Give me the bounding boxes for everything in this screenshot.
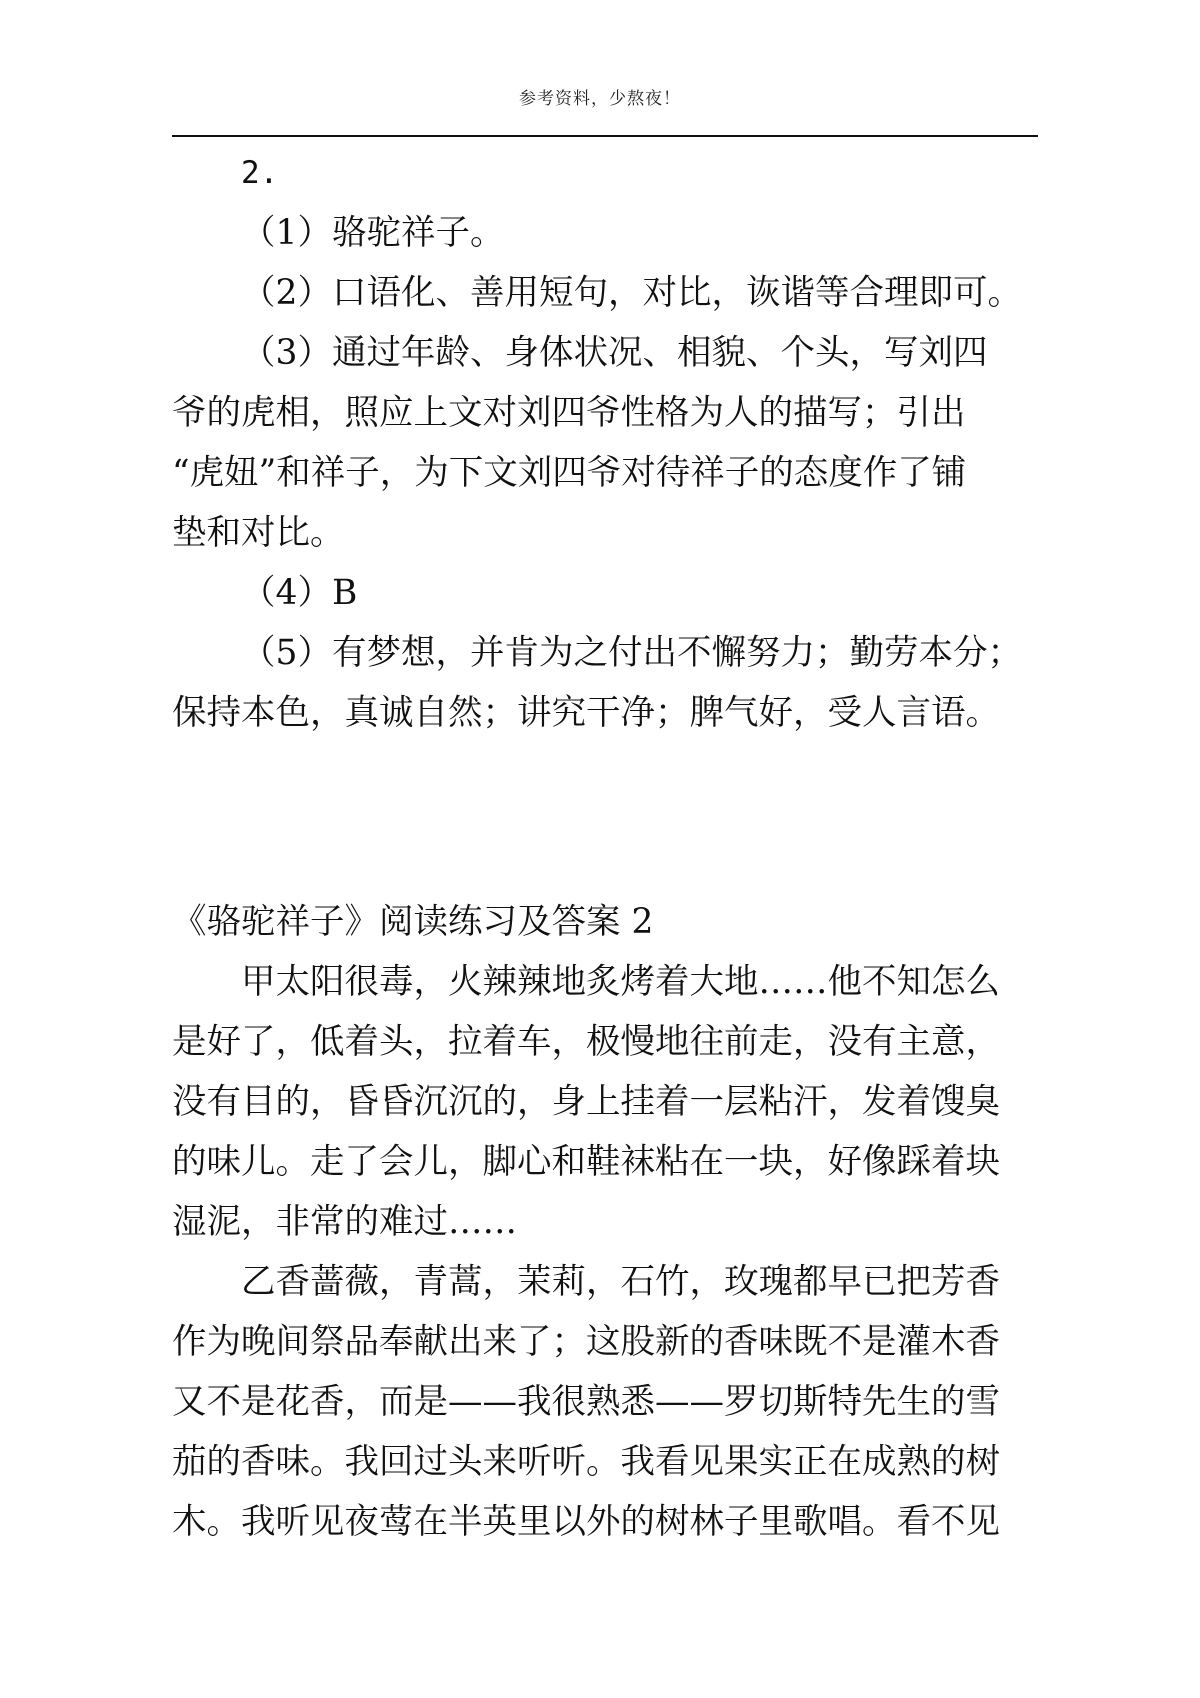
answer-3-line: 爷的虎相，照应上文对刘四爷性格为人的描写；引出 [172,393,966,433]
answer-5-line: （5）有梦想，并肯为之付出不懈努力；勤劳本分； [241,633,1022,673]
reading-section [172,892,1038,1552]
question-number: 2. [241,155,279,191]
passage-a-line: 是好了，低着头，拉着车，极慢地往前走，没有主意， [172,1022,1000,1062]
section-title: 《骆驼祥子》阅读练习及答案 2 [172,902,654,942]
answer-4-line: （4）B [241,573,358,613]
answer-2-line: （2）口语化、善用短句，对比，诙谐等合理即可。 [241,273,1022,313]
passage-a-line: 的味儿。走了会儿，脚心和鞋袜粘在一块，好像踩着块 [172,1142,1000,1182]
passage-b-line: 作为晚间祭品奉献出来了；这股新的香味既不是灌木香 [172,1322,1000,1362]
passage-a-line: 湿泥，非常的难过…… [172,1202,517,1242]
passage-a-line: 没有目的，昏昏沉沉的，身上挂着一层粘汗，发着馊臭 [172,1082,1000,1122]
passage-b-line: 茄的香味。我回过头来听听。我看见果实正在成熟的树 [172,1442,1000,1482]
answer-1-line: （1）骆驼祥子。 [241,213,505,253]
answer-3-line: “虎妞”和祥子，为下文刘四爷对待祥子的态度作了铺 [172,453,967,493]
page-header-note: 参考资料，少熬夜！ [519,89,681,109]
passage-b-line: 乙香蔷薇，青蒿，茉莉，石竹，玫瑰都早已把芳香 [241,1262,1000,1302]
passage-a-line: 甲太阳很毒，火辣辣地炙烤着大地……他不知怎么 [241,962,1000,1002]
passage-b-line: 木。我听见夜莺在半英里以外的树林子里歌唱。看不见 [172,1502,1000,1542]
header-divider [172,135,1038,137]
passage-b-line: 又不是花香，而是——我很熟悉——罗切斯特先生的雪 [172,1382,1000,1422]
answer-3-line: （3）通过年龄、身体状况、相貌、个头，写刘四 [241,333,988,373]
answer-5-line: 保持本色，真诚自然；讲究干净；脾气好，受人言语。 [172,693,1000,733]
answer-3-line: 垫和对比。 [172,513,345,553]
answer-section [172,143,1038,743]
